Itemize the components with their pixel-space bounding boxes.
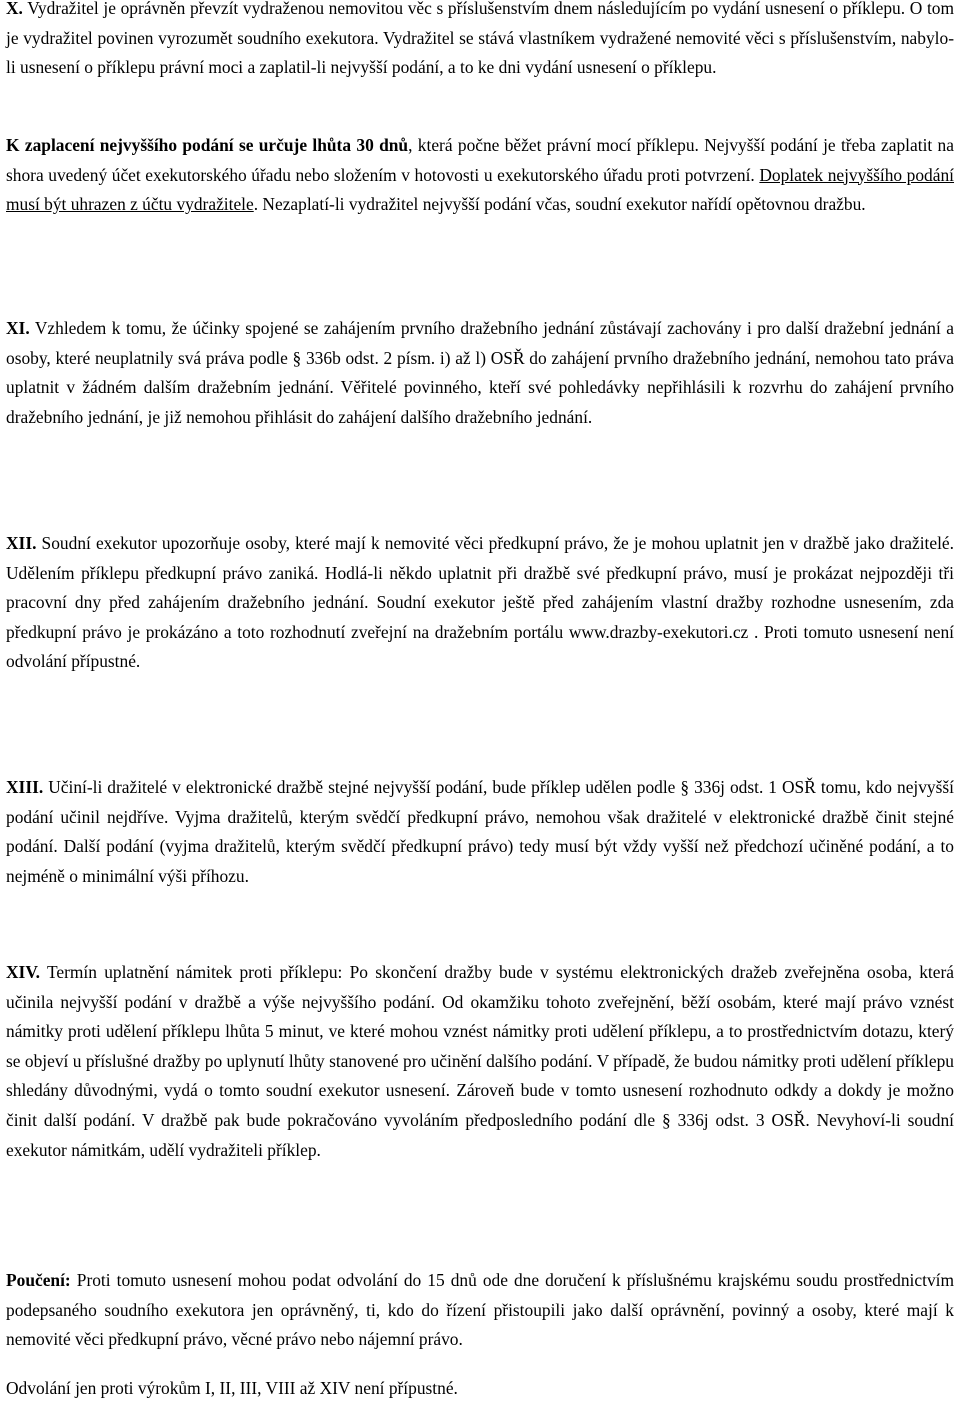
final-note-text: Odvolání jen proti výrokům I, II, III, VIII až XIV není přípustné. xyxy=(6,1378,458,1398)
final-note xyxy=(6,1374,954,1404)
instruction-paragraph xyxy=(6,1266,954,1355)
section-number: XI. xyxy=(6,318,30,338)
section-xii xyxy=(6,529,954,677)
section-text: Učiní-li dražitelé v elektronické dražbě stejné nejvyšší podání, bude příklep udělen podle § 336j odst. 1 OSŘ tomu, kdo nejvyšší podání učinil nejdříve. Vyjma dražitelů, kterým svědčí předkupní právo, nemohou však dražitelé v elektronické dražbě činit stejné podání. Další podání (vyjma dražitelů, kterým svědčí předkupní právo) tedy musí být vždy vyšší než předchozí učiněné podání, a to nejméně o minimální výši příhozu. xyxy=(6,777,954,886)
section-number: XIII. xyxy=(6,777,44,797)
section-text: . Nezaplatí-li vydražitel nejvyšší podání včas, soudní exekutor nařídí opětovnou dražbu. xyxy=(253,194,866,215)
section-number: XII. xyxy=(6,533,37,553)
section-xi xyxy=(6,314,954,432)
instruction-text: Proti tomuto usnesení mohou podat odvolání do 15 dnů ode dne doručení k příslušnému krajskému soudu prostřednictvím podepsaného soudního exekutora jen oprávněný, ti, kdo do řízení přistoupili jako další oprávnění, povinný a osoby, které mají k nemovité věci předkupní právo, věcné právo nebo nájemní právo. xyxy=(6,1270,954,1350)
section-number: X. xyxy=(6,0,23,18)
section-number: XIV. xyxy=(6,962,40,982)
section-text: , která počne běžet právní mocí příklepu. Nejvyšší podání je třeba zaplatit na shora uvedený účet exekutorského úřadu nebo složením v hotovosti u exekutorského úřadu proti potvrzení. xyxy=(6,135,954,185)
section-text: Soudní exekutor upozorňuje osoby, které mají k nemovité věci předkupní právo, že je mohou uplatnit jen v dražbě jako dražitelé. Udělením příklepu předkupní právo zaniká. Hodlá-li někdo uplatnit při dražbě své předkupní právo, musí je prokázat nejpozději tři pracovní dny před zahájením dražebního jednání. Soudní exekutor ještě před zahájením vlastní dražby rozhodne usnesením, zda předkupní právo je prokázáno a toto rozhodnutí zveřejní na dražebním portálu www.drazby-exekutori.cz . Proti tomuto usnesení není odvolání přípustné. xyxy=(6,533,954,672)
section-text: Termín uplatnění námitek proti příklepu: Po skončení dražby bude v systému elektronických dražeb zveřejněna osoba, která učinila nejvyšší podání v dražbě a výše nejvyššího podání. Od okamžiku tohoto zveřejnění, běží osobám, které mají právo vznést námitky proti udělení příklepu lhůta 5 minut, ve které mohou vznést námitky proti udělení příklepu, a to prostřednictvím dotazu, který se objeví u příslušné dražby po uplynutí lhůty stanovené pro učinění dalšího podání. V případě, že budou námitky proti udělení příklepu shledány důvodnými, vydá o tomto soudní exekutor usnesení. Zároveň bude v tomto usnesení rozhodnuto odkdy a dokdy je možno činit další podání. V dražbě pak bude pokračováno vyvoláním předposledního podání dle § 336j odst. 3 OSŘ. Nevyhoví-li soudní exekutor námitkám, udělí vydražiteli příklep. xyxy=(6,962,954,1160)
section-xiii xyxy=(6,773,954,891)
section-xiv xyxy=(6,958,954,1165)
underlined-notice: Doplatek nejvyššího podání musí být uhrazen z účtu vydražitele xyxy=(6,164,955,215)
payment-deadline-bold: K zaplacení nejvyššího podání se určuje lhůta 30 dnů xyxy=(6,135,409,155)
instruction-label: Poučení: xyxy=(6,1270,71,1290)
section-x xyxy=(6,0,954,83)
section-text: Vydražitel je oprávněn převzít vydraženou nemovitou věc s příslušenstvím dnem následujícím po vydání usnesení o příklepu. O tom je vydražitel povinen vyrozumět soudního exekutora. Vydražitel se stává vlastníkem vydražené nemovité věci s příslušenstvím, nabylo-li usnesení o příklepu právní moci a zaplatil-li nejvyšší podání, a to ke dni vydání usnesení o příklepu. xyxy=(6,0,954,78)
section-x-payment xyxy=(6,131,954,220)
section-text: Vzhledem k tomu, že účinky spojené se zahájením prvního dražebního jednání zůstávají zachovány i pro další dražební jednání a osoby, které neuplatnily svá práva podle § 336b odst. 2 písm. i) až l) OSŘ do zahájení prvního dražebního jednání, nemohou tato práva uplatnit v žádném dalším dražebním jednání. Věřitelé povinného, kteří své pohledávky nepřihlásili k rozvrhu do zahájení prvního dražebního jednání, je již nemohou přihlásit do zahájení dalšího dražebního jednání. xyxy=(6,318,954,427)
